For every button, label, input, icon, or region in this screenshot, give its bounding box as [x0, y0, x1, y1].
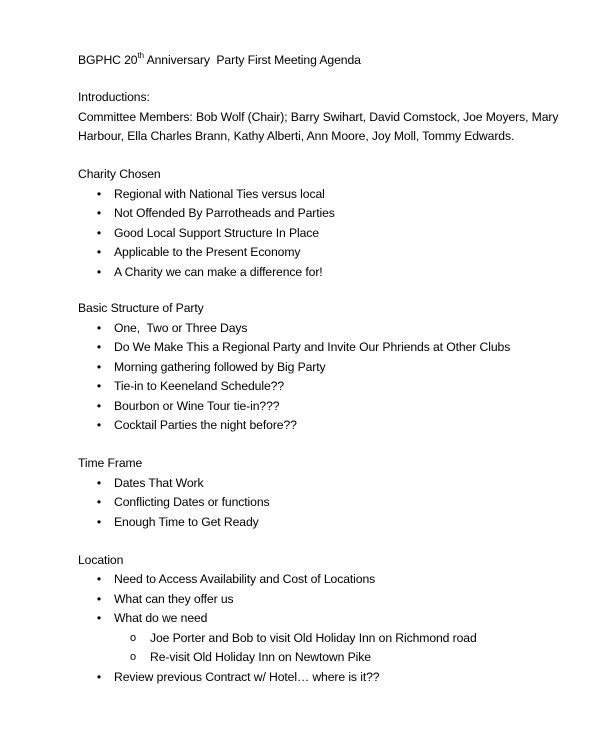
list-item-text: Good Local Support Structure In Place: [114, 225, 319, 240]
list-item-text: Dates That Work: [114, 475, 204, 490]
title-suffix: Anniversary Party First Meeting Agenda: [143, 53, 361, 67]
bullet-icon: •: [96, 611, 102, 625]
section-heading-structure: Basic Structure of Party: [78, 301, 204, 315]
bullet-icon: •: [96, 398, 102, 413]
sub-list-item-text: Re-visit Old Holiday Inn on Newtown Pike: [150, 650, 371, 664]
timeframe-list: [78, 474, 578, 533]
title-prefix: BGPHC 20: [78, 53, 138, 67]
location-sublist: [78, 629, 578, 668]
list-item: [78, 416, 578, 436]
bullet-icon: •: [96, 359, 102, 374]
list-item: [78, 493, 578, 513]
bullet-icon: •: [96, 572, 102, 586]
section-charity: [78, 165, 578, 282]
charity-list: [78, 185, 578, 283]
section-heading-location: Location: [78, 552, 124, 567]
document-body: [78, 50, 578, 687]
list-item-text: Not Offended By Parrotheads and Parties: [114, 206, 335, 220]
bullet-icon: •: [96, 495, 102, 509]
list-item: [78, 474, 578, 494]
list-item-text: Applicable to the Present Economy: [114, 245, 301, 259]
title-superscript: th: [137, 50, 144, 60]
bullet-icon: •: [96, 591, 102, 606]
bullet-icon: •: [96, 418, 102, 432]
list-item-text: A Charity we can make a difference for!: [114, 264, 323, 279]
section-structure: [78, 299, 578, 436]
list-item: [78, 570, 578, 590]
section-heading-charity: Charity Chosen: [78, 167, 161, 181]
list-item: [78, 358, 578, 378]
section-location: [78, 551, 578, 688]
bullet-icon: •: [96, 186, 102, 201]
list-item-text: Conflicting Dates or functions: [114, 495, 270, 509]
list-item: [78, 243, 578, 263]
list-item-text: Need to Access Availability and Cost of Locations: [114, 572, 376, 586]
committee-members-text: Committee Members: Bob Wolf (Chair); Barry Swihart, David Comstock, Joe Moyers, Mary Harbour, Ella Charles Brann, Kathy Alberti, Ann Moore, Joy Moll, Tommy Edwards.: [78, 109, 559, 143]
list-item-text: What do we need: [114, 611, 208, 625]
section-introductions: [78, 88, 578, 147]
list-item: [78, 609, 578, 629]
bullet-icon: •: [96, 320, 102, 335]
list-item-text: One, Two or Three Days: [114, 320, 248, 335]
list-item: [78, 513, 578, 533]
bullet-icon: •: [96, 264, 102, 279]
list-item-text: What can they offer us: [114, 591, 234, 606]
bullet-icon: •: [96, 514, 102, 529]
list-item: [78, 590, 578, 610]
location-list: [78, 570, 578, 629]
list-item: [78, 263, 578, 283]
document-title: [78, 50, 578, 70]
bullet-icon: •: [96, 340, 102, 354]
bullet-icon: •: [96, 225, 102, 240]
list-item: [78, 185, 578, 205]
bullet-icon: •: [96, 669, 102, 684]
section-heading-introductions: Introductions:: [78, 90, 150, 104]
list-item-text: Do We Make This a Regional Party and Invite Our Phriends at Other Clubs: [114, 340, 511, 354]
list-item: [78, 224, 578, 244]
sub-list-item: [78, 648, 578, 668]
list-item-text: Tie-in to Keeneland Schedule??: [114, 379, 285, 393]
list-item-text: Regional with National Ties versus local: [114, 186, 325, 201]
list-item-text: Morning gathering followed by Big Party: [114, 359, 326, 374]
circle-bullet-icon: o: [130, 651, 137, 663]
sub-list-item-text: Joe Porter and Bob to visit Old Holiday Inn on Richmond road: [150, 630, 477, 645]
bullet-icon: •: [96, 475, 102, 490]
bullet-icon: •: [96, 379, 102, 393]
circle-bullet-icon: o: [130, 631, 137, 644]
location-list-continued: [78, 668, 578, 688]
list-item: [78, 204, 578, 224]
bullet-icon: •: [96, 206, 102, 220]
list-item: [78, 668, 578, 688]
structure-list: [78, 319, 578, 436]
list-item: [78, 377, 578, 397]
list-item-text: Bourbon or Wine Tour tie-in???: [114, 398, 280, 413]
list-item: [78, 338, 578, 358]
section-heading-timeframe: Time Frame: [78, 456, 143, 470]
list-item-text: Review previous Contract w/ Hotel… where is it??: [114, 669, 380, 684]
list-item-text: Enough Time to Get Ready: [114, 514, 259, 529]
section-timeframe: [78, 454, 578, 532]
sub-list-item: [78, 629, 578, 649]
list-item: [78, 397, 578, 417]
list-item: [78, 319, 578, 339]
bullet-icon: •: [96, 245, 102, 259]
list-item-text: Cocktail Parties the night before??: [114, 418, 297, 432]
